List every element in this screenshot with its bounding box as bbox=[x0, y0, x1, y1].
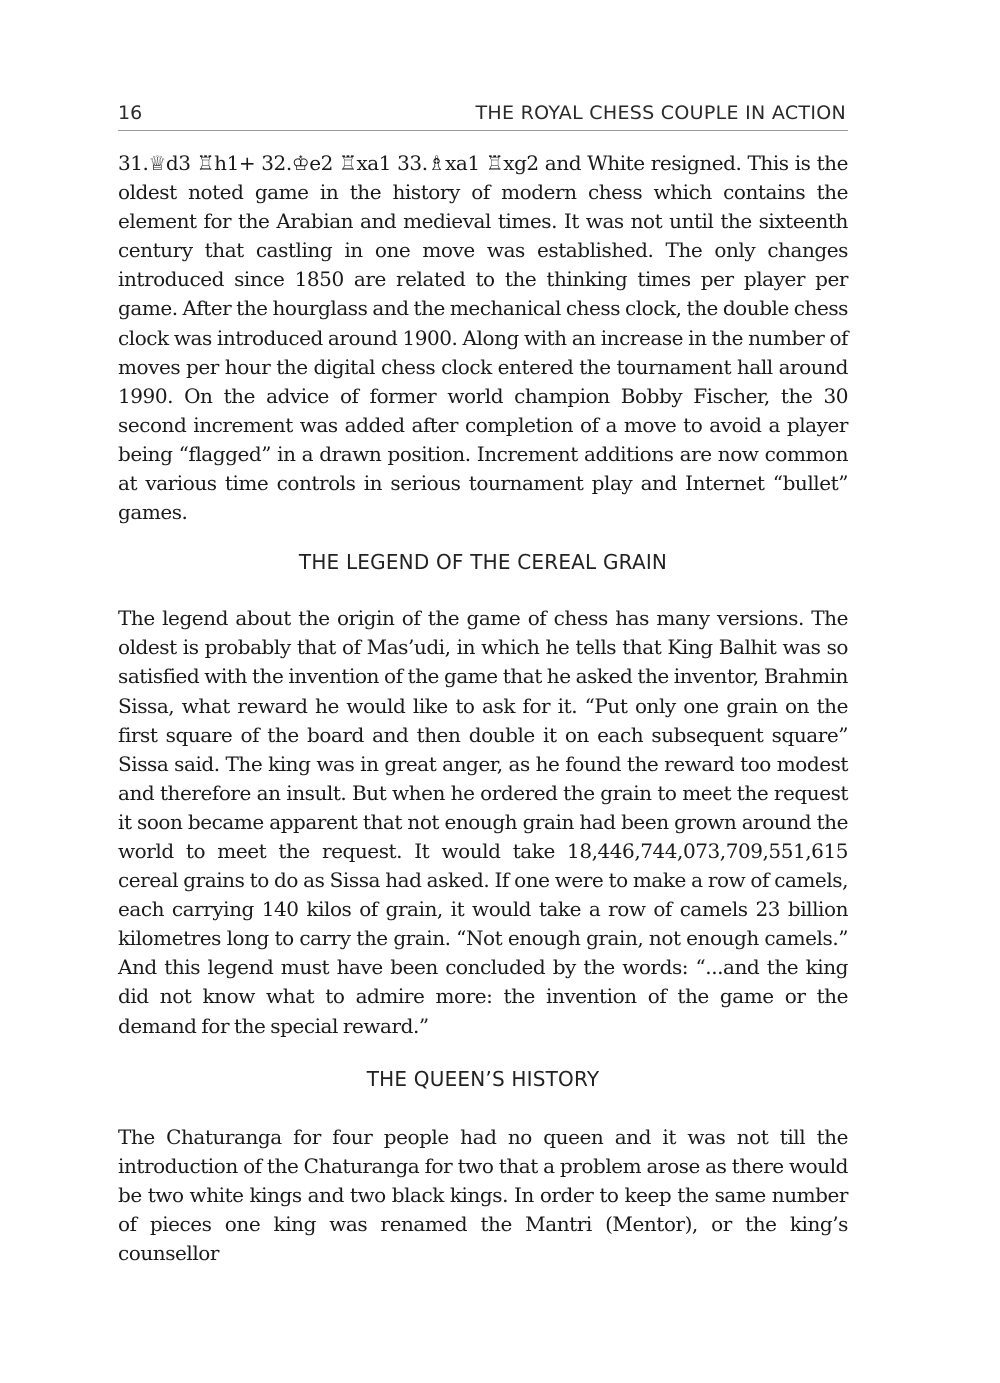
paragraph-game-ending: 31.♕d3 ♖h1+ 32.♔e2 ♖xa1 33.♗xa1 ♖xg2 and White resigned. This is the oldest noted game in the history of modern chess which contains the element for the Arabian and medieval times. It was not until the sixteenth century that castling in one move was established. The only changes introduced since 1850 are related to the thinking times per player per game. After the hourglass and the mechanical chess clock, the double chess clock was introduced around 1900. Along with an increase in the number of moves per hour the digital chess clock entered the tournament hall around 1990. On the advice of former world champion Bobby Fischer, the 30 second increment was added after completion of a move to avoid a player being “flagged” in a drawn position. Increment additions are now common at various time controls in serious tournament play and Internet “bullet” games. bbox=[118, 151, 848, 525]
paragraph-queens-history: The Chaturanga for four people had no queen and it was not till the introduction of the Chaturanga for two that a problem arose as there would be two white kings and two black kings. In order to keep the same number of pieces one king was renamed the Mantri (Mentor), or the king’s counsellor bbox=[118, 1124, 848, 1265]
page-number: 16 bbox=[118, 102, 143, 124]
section-heading-queens-history: THE QUEEN’S HISTORY bbox=[366, 1066, 600, 1091]
running-title: THE ROYAL CHESS COUPLE IN ACTION bbox=[475, 102, 846, 124]
paragraph-cereal-grain: The legend about the origin of the game of chess has many versions. The oldest is probably that of Mas’udi, in which he tells that King Balhit was so satisfied with the invention of the game that he asked the inventor, Brahmin Sissa, what reward he would like to ask for it. “Put only one grain on the first square of the board and then double it on each subsequent square” Sissa said. The king was in great anger, as he found the reward too modest and therefore an insult. But when he ordered the grain to meet the request it soon became apparent that not enough grain had been grown around the world to meet the request. It would take 18,446,744,073,709,551,615 cereal grains to do as Sissa had asked. If one were to make a row of camels, each carrying 140 kilos of grain, it would take a row of camels 23 billion kilometres long to carry the grain. “Not enough grain, not enough camels.” And this legend must have been concluded by the words: “...and the king did not know what to admire more: the invention of the game or the demand for the special reward.” bbox=[118, 606, 848, 1038]
book-page bbox=[118, 96, 848, 1268]
section-heading-cereal-grain: THE LEGEND OF THE CEREAL GRAIN bbox=[298, 550, 668, 575]
running-head bbox=[118, 96, 848, 131]
